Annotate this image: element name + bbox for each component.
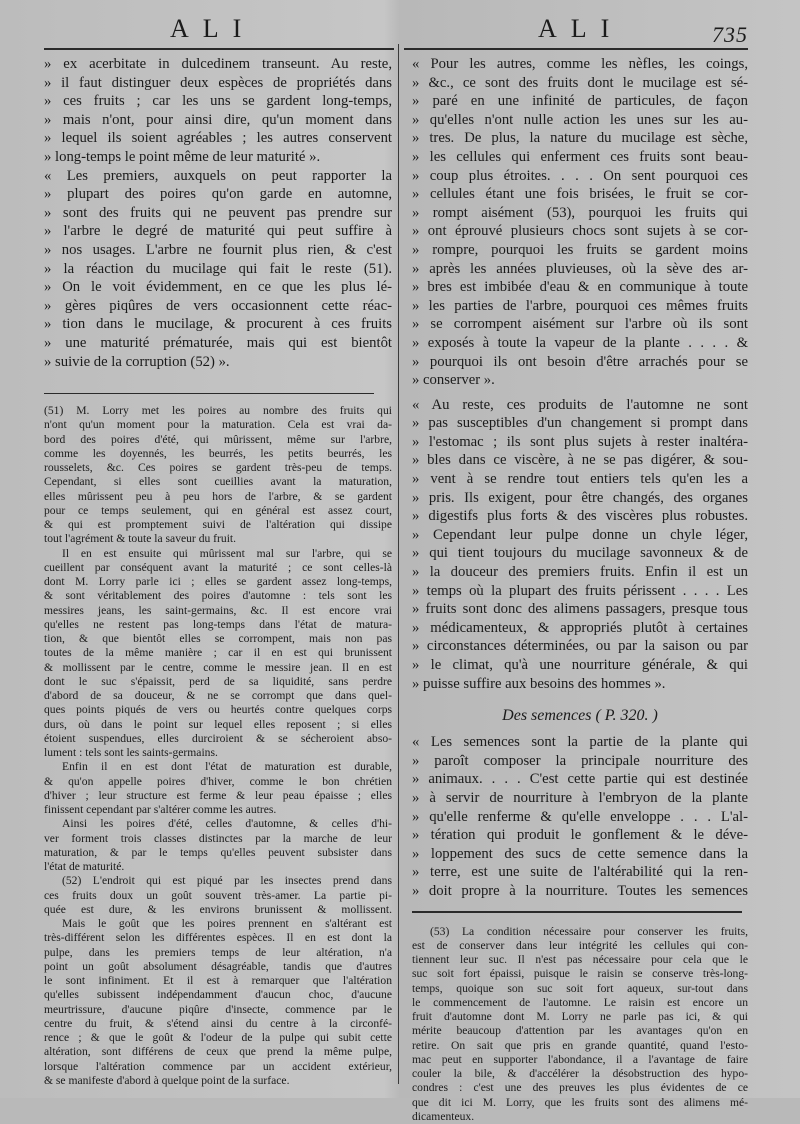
- footnote-line: & mollissent par le centre, comme le messire jean. Il en est: [44, 660, 392, 674]
- footnote-line: & sont véritablement des poires d'automne : tels sont les: [44, 589, 392, 603]
- text-line: » rompre, pourquoi les fruits se gardent moins: [412, 241, 748, 258]
- footnote-line: lorsque l'altération commence par un accident extérieur,: [44, 1059, 392, 1073]
- text-line: » fruits sont donc des alimens passagers, presque tous: [412, 601, 748, 618]
- footnote-line: dont le suc s'épaissit, perd de sa liquidité, sans perdre: [44, 674, 392, 688]
- left-footnotes: [44, 404, 392, 1088]
- running-head-left: ALI: [170, 14, 256, 43]
- text-line: » médicamenteux, & appropriés plutôt à certaines: [412, 619, 748, 636]
- text-line: » il faut distinguer deux espèces de propriétés dans: [44, 74, 392, 91]
- footnote-line: tout l'agrément & toute la saveur du fruit.: [44, 532, 237, 546]
- text-line: « Au reste, ces produits de l'automne ne sont: [412, 396, 748, 413]
- column-divider: [398, 44, 399, 1084]
- text-line: » sont des fruits qui ne peuvent pas prendre sur: [44, 204, 392, 221]
- footnote-line: & qui est promptement suivi de l'altération qui dissipe: [44, 518, 392, 532]
- footnote-rule-left: [44, 393, 374, 394]
- text-line: « Les premiers, auxquels on peut rapporter la: [44, 167, 392, 184]
- footnote-line: & qu'on appelle poires d'hiver, comme le bon chrétien: [44, 774, 392, 788]
- footnote-line: que dit ici M. Lorry, que les fruits sont des alimens mé-: [412, 1095, 748, 1109]
- right-column: [412, 55, 748, 1124]
- text-line: » Cependant leur pulpe donne un chyle léger,: [412, 526, 748, 543]
- text-line: » doit propre à la nourriture. Toutes les semences: [412, 882, 748, 899]
- footnote-line: tion, & que bientôt elles se corrompent, mais non pas: [44, 632, 392, 646]
- text-line: » qui tient toujours du mucilage savonneux & de: [412, 545, 748, 562]
- text-line: » exposés à toute la vapeur de la plante . . . . &: [412, 334, 748, 351]
- text-line: « Les semences sont la partie de la plante qui: [412, 734, 748, 751]
- footnote-line: maturation, & par le temps qu'elles peuvent subsister dans: [44, 845, 392, 859]
- footnote-line: n'ont qu'un moment pour la maturation. Cela est vrai da-: [44, 418, 392, 432]
- footnote-line: centre du fruit, & s'étend ainsi du centre à la circonfé-: [44, 1016, 392, 1030]
- footnote-line: meurtrissure, d'aucune piqûre d'insecte, commence par le: [44, 1002, 392, 1016]
- text-line: » puisse suffire aux besoins des hommes ».: [412, 675, 666, 692]
- footnote-line: étoient suspendues, elles durciroient & se sécheroient abso-: [44, 731, 392, 745]
- text-line: » On le voit évidemment, en ce que les plus lé-: [44, 279, 392, 296]
- footnote-line: (53) La condition nécessaire pour conserver les fruits,: [430, 924, 748, 938]
- footnote-line: pour ce temps seulement, qui en général est assez court,: [44, 503, 392, 517]
- text-line: » pas susceptibles d'un changement si prompt dans: [412, 415, 748, 432]
- footnote-line: (51) M. Lorry met les poires au nombre des fruits qui: [44, 404, 392, 418]
- footnote-rule-right: [412, 911, 742, 913]
- text-line: » suivie de la corruption (52) ».: [44, 353, 230, 370]
- text-line: » digestifs plus forts & des viscères plus robustes.: [412, 508, 748, 525]
- text-line: » animaux. . . . C'est cette partie qui est destinée: [412, 771, 748, 788]
- text-line: » bres est imbibée d'eau & en communique à toute: [412, 279, 748, 296]
- footnote-line: (52) L'endroit qui est piqué par les insectes prend dans: [62, 874, 392, 888]
- text-line: » circonstances déterminées, ou par la saison ou par: [412, 638, 748, 655]
- text-line: » plupart des poires qu'on garde en automne,: [44, 186, 392, 203]
- header-rule-left: [44, 48, 394, 50]
- text-line: » rompt aisément (53), pourquoi les fruits qui: [412, 204, 748, 221]
- footnote-line: finissent cependant par s'altérer comme les autres.: [44, 803, 277, 817]
- footnote-line: ces fruits doux un goût souvent très-amer. La partie pi-: [44, 888, 392, 902]
- running-head-right: ALI: [538, 14, 624, 43]
- text-line: » nos usages. L'arbre ne fournit plus rien, & c'est: [44, 241, 392, 258]
- footnote-line: cueillent par conséquent avant la maturité ; ce sont celles-là: [44, 560, 392, 574]
- footnote-line: qu'elles subissent indépendamment d'aucun choc, d'aucune: [44, 988, 392, 1002]
- text-line: » long-temps le point même de leur maturité ».: [44, 148, 321, 165]
- left-main-text: [44, 55, 392, 371]
- footnote-line: mac peut en supporter l'abondance, il a l'avantage de faire: [412, 1052, 748, 1066]
- footnote-line: Mais le goût que les poires prennent en s'altérant est: [62, 917, 392, 931]
- footnote-line: retire. On sait que pris en grande quantité, quand l'esto-: [412, 1038, 748, 1052]
- footnote-line: Ainsi les poires d'été, celles d'automne, & celles d'hi-: [62, 817, 392, 831]
- footnote-line: très-différent selon les différentes espèces. Il en est dont la: [44, 931, 392, 945]
- right-footnotes: [412, 925, 748, 1124]
- footnote-line: condres : c'est une des preuves les plus évidentes de ce: [412, 1081, 748, 1095]
- footnote-line: comme les doyennés, les beurrés, les petits beurrés, les: [44, 446, 392, 460]
- text-line: » qu'elle renferme & qu'elle enveloppe . . . L'al-: [412, 808, 748, 825]
- footnote-line: mérite beaucoup d'attention par les avantages qu'on en: [412, 1024, 748, 1038]
- footnote-line: Cependant, si elles sont cueillies avant la maturation,: [44, 475, 392, 489]
- header-rule-right: [404, 48, 748, 50]
- footnote-line: lument : tels sont les saints-germains.: [44, 746, 218, 760]
- footnote-line: altération, sont différens de ceux que prend la même pulpe,: [44, 1045, 392, 1059]
- footnote-line: le sont infiniment. Et il est à remarquer que l'altération: [44, 974, 392, 988]
- footnote-line: d'abord de sa douceur, & ne se corrompt que dans quel-: [44, 689, 392, 703]
- text-line: » loppement des sucs de cette semence dans la: [412, 845, 748, 862]
- text-line: » l'arbre le degré de maturité qui peut suffire à: [44, 223, 392, 240]
- footnote-line: toutes de la même manière ; car il en est qui brunissent: [44, 646, 392, 660]
- footnote-line: bord des poires d'été, qui mûrissent, même sur l'arbre,: [44, 432, 392, 446]
- text-line: » bles dans ce viscère, à ne se pas digérer, & sou-: [412, 452, 748, 469]
- text-line: » l'estomac ; ils sont plus sujets à rester inaltéra-: [412, 433, 748, 450]
- section-title: Des semences ( P. 320. ): [502, 707, 658, 725]
- footnote-line: point un goût absolument désagréable, tandis que d'autres: [44, 959, 392, 973]
- footnote-line: dicamenteux.: [412, 1109, 475, 1123]
- footnote-line: suc soit fort épaissi, puisque le raisin se conserve très-long-: [412, 967, 748, 981]
- text-line: » terre, est une suite de l'altérabilité qui la ren-: [412, 864, 748, 881]
- text-line: » tres. De plus, la nature du mucilage est sèche,: [412, 130, 748, 147]
- text-line: » se corrompent aisément sur l'arbre où ils sont: [412, 316, 748, 333]
- right-main-text-a: [412, 55, 748, 693]
- text-line: » coup plus étroites. . . . On sent pourquoi ces: [412, 167, 748, 184]
- text-line: » ces fruits ; car les uns se gardent long-temps,: [44, 93, 392, 110]
- text-line: » paré en une infinité de particules, de façon: [412, 93, 748, 110]
- text-line: » &c., ce sont des fruits dont le mucilage est sé-: [412, 74, 748, 91]
- footnote-line: Enfin il en est dont l'état de maturation est durable,: [62, 760, 392, 774]
- footnote-line: tiennent leur suc. Il n'est pas nécessaire pour cela que le: [412, 953, 748, 967]
- footnote-line: ques points piqués de vers ou heurtés contre quelques corps: [44, 703, 392, 717]
- footnote-line: d'hiver ; leur structure est ferme & leur peau épaisse ; elles: [44, 788, 392, 802]
- text-line: » pourquoi ils ont besoin d'être arrachés pour se: [412, 353, 748, 370]
- footnote-line: rence ; & que le goût & l'odeur de la pulpe qui subit cette: [44, 1031, 392, 1045]
- text-line: » la douceur des premiers fruits. Enfin il est un: [412, 564, 748, 581]
- text-line: » une maturité prématurée, mais qui est bientôt: [44, 334, 392, 351]
- text-line: » lequel ils soient agréables ; les autres conservent: [44, 130, 392, 147]
- text-line: » temps où la plupart des fruits périssent . . . . Les: [412, 582, 748, 599]
- text-line: » après les années pluvieuses, où la sève des ar-: [412, 260, 748, 277]
- left-column: [44, 55, 392, 1088]
- text-line: » vent à se rendre tout entiers tels qu'en les a: [412, 471, 748, 488]
- footnote-line: dont M. Lorry parle ici ; elles se gardent assez long-temps,: [44, 575, 392, 589]
- footnote-line: rousselets, &c. Ces poires se gardent très-peu de temps.: [44, 461, 392, 475]
- text-line: » conserver ».: [412, 372, 495, 389]
- footnote-line: Il en est ensuite qui mûrissent mal sur l'arbre, qui se: [62, 546, 392, 560]
- footnote-line: temps, quoique son suc soit fort aqueux, sur-tout dans: [412, 981, 748, 995]
- text-line: » les cellules qui enferment ces fruits sont beau-: [412, 148, 748, 165]
- text-line: » paroît composer la principale nourriture des: [412, 752, 748, 769]
- footnote-line: le commencement de l'automne. Le raisin est encore un: [412, 995, 748, 1009]
- text-line: » ont éprouvé plusieurs chocs sont sujets à se cor-: [412, 223, 748, 240]
- right-main-text-b: [412, 733, 748, 900]
- footnote-line: fruit d'automne dont M. Lorry ne parle pas ici, & qui: [412, 1010, 748, 1024]
- footnote-line: qu'elles ne restent pas long-temps dans l'état de matura-: [44, 617, 392, 631]
- footnote-line: ver forment trois classes distinctes par la marche de leur: [44, 831, 392, 845]
- text-line: » tération qui produit le gonflement & le déve-: [412, 827, 748, 844]
- footnote-line: est de conserver dans leur intégrité les cellules qui con-: [412, 938, 748, 952]
- text-line: » à servir de nourriture à l'embryon de la plante: [412, 789, 748, 806]
- text-line: » les parties de l'arbre, pourquoi ces mêmes fruits: [412, 297, 748, 314]
- text-line: » tion dans le mucilage, & procurent à ces fruits: [44, 316, 392, 333]
- text-line: » gères piqûres de vers occasionnent cette réac-: [44, 297, 392, 314]
- text-line: » ex acerbitate in dulcedinem transeunt. Au reste,: [44, 56, 392, 72]
- text-line: » la réaction du mucilage qui fait le reste (51).: [44, 260, 392, 277]
- footnote-line: durs, où dans le point sur lequel elles reposent ; si elles: [44, 717, 392, 731]
- footnote-line: couler la bile, & d'accélérer la désobstruction des hypo-: [412, 1067, 748, 1081]
- text-line: » le climat, qu'à une nourriture générale, & qui: [412, 657, 748, 673]
- footnote-line: l'état de maturité.: [44, 860, 125, 874]
- footnote-line: quée est dure, & les environs brunissent & mollissent.: [44, 902, 392, 916]
- text-line: » qu'elles n'ont nulle action les unes sur les au-: [412, 111, 748, 128]
- footnote-line: & se manifeste d'abord à quelque point de la surface.: [44, 1073, 290, 1087]
- footnote-line: pulpe, dans les premiers temps de leur altération, n'a: [44, 945, 392, 959]
- page-number: 735: [712, 22, 748, 47]
- text-line: » pris. Ils exigent, pour être changés, des organes: [412, 489, 748, 506]
- footnote-line: messires jeans, les saint-germains, &c. Il est encore vrai: [44, 603, 392, 617]
- text-line: » cellules étant une fois brisées, le fruit se cor-: [412, 186, 748, 203]
- footnote-line: elles mûrissent peu à peu hors de l'arbre, & se gardent: [44, 489, 392, 503]
- text-line: « Pour les autres, comme les nèfles, les coings,: [412, 56, 748, 72]
- text-line: » mais n'ont, pour ainsi dire, qu'un moment dans: [44, 111, 392, 128]
